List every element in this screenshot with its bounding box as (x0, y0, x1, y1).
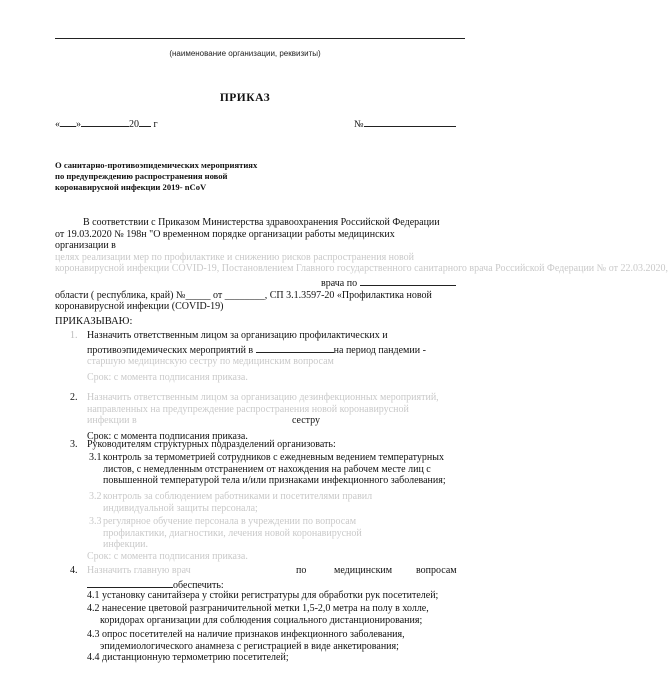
item-3-3-line-3: инфекции. (103, 539, 149, 550)
item-3-intro: Руководителям структурных подразделений организовать: (87, 439, 336, 450)
subject-line-2: по предупреждению распространения новой (55, 171, 228, 181)
item-3-3-line-1: регулярное обучение персонала в учреждении по вопросам (103, 516, 357, 527)
item-4-line-1 (87, 565, 467, 577)
item-4-word-po: по (296, 565, 307, 576)
date-close-quote: » (76, 119, 81, 130)
year-prefix: 20 (129, 119, 139, 130)
item-1-line-2-start: противоэпидемических мероприятий в (87, 344, 254, 356)
item-4-provide: обеспечить: (173, 580, 224, 591)
order-heading: ПРИКАЗЫВАЮ: (55, 316, 133, 327)
item-2-faded-line-1: Назначить ответственным лицом за организацию дезинфекционных мероприятий, (87, 392, 439, 403)
year-suffix: г (153, 119, 158, 130)
preamble-line-2: от 19.03.2020 № 198н "О временном порядке организации работы медицинских (55, 228, 395, 240)
chief-doctor-label: врача по (321, 277, 358, 289)
number-blank (364, 116, 456, 127)
item-4-2-line-2: коридорах организации для соблюдения социального дистанционирования; (100, 614, 423, 626)
organization-blank (256, 342, 334, 353)
item-3-number: 3. (70, 439, 78, 450)
item-1-faded-line: старшую медицинскую сестру по медицинским вопросам (87, 356, 334, 367)
item-4-2 (87, 603, 469, 626)
item-1-line-2-end: на период пандемии - (333, 344, 426, 356)
preamble (55, 217, 668, 313)
item-3-deadline: Срок: с момента подписания приказа. (87, 551, 248, 562)
preamble-line-3: организации в (55, 240, 116, 252)
preamble-faded-line-2: коронавирусной инфекции COVID-19, Постановлением Главного государственного санитарного врача Российской Федерации № от 22.03.2020, (55, 263, 668, 275)
organization-caption: (наименование организации, реквизиты) (169, 49, 321, 58)
item-4-faded-start: Назначить главную врач (87, 565, 191, 576)
item-2-deadline: Срок: с момента подписания приказа. (87, 431, 248, 442)
item-4-word-medical: медицинским (334, 565, 393, 576)
month-blank (81, 116, 129, 127)
item-1-line-2 (87, 342, 467, 357)
preamble-faded-line-1: целях реализации мер по профилактике и снижению рисков распространения новой (55, 251, 415, 263)
item-4-3 (87, 629, 469, 652)
item-3-1-line-2: листов, с немедленным отстранением от нахождения на рабочем месте лиц с (103, 463, 431, 475)
item-4-word-questions: вопросам (416, 565, 457, 576)
preamble-line-5: области ( республика, край) №_____ от ________, СП 3.1.3597-20 «Профилактика новой (55, 289, 432, 301)
subject-line-1: О санитарно-противоэпидемических мероприятиях (55, 160, 258, 170)
item-3-3-number: 3.3 (89, 516, 102, 527)
item-3-2-line-1: контроль за соблюдением работниками и посетителями правил (103, 491, 373, 502)
item-3-1 (103, 452, 467, 487)
date-open-quote: « (55, 119, 60, 130)
item-2 (87, 392, 467, 443)
document-title: ПРИКАЗ (219, 92, 271, 104)
order-number-field (354, 116, 456, 130)
item-1-deadline: Срок: с момента подписания приказа. (87, 371, 248, 383)
item-1-line-1: Назначить ответственным лицом за организацию профилактических и (87, 330, 388, 341)
item-4-number: 4. (70, 565, 78, 576)
year-blank (139, 116, 151, 127)
date-field (55, 116, 158, 130)
day-blank (60, 116, 76, 127)
item-2-line-3 (87, 415, 467, 427)
item-3-1-line-3: повышенной температурой тела и/или признаками инфекционного заболевания; (103, 475, 446, 486)
item-2-faded-line-3: инфекции в (87, 415, 137, 426)
preamble-line-4 (55, 275, 468, 290)
item-2-faded-line-2: направленных на предупреждение распространения новой коронавирусной (87, 403, 409, 415)
item-4-4: 4.4 дистанционную термометрию посетителей; (87, 652, 289, 663)
item-3-2-number: 3.2 (89, 491, 102, 502)
item-4-3-line-1: 4.3 опрос посетителей на наличие признаков инфекционного заболевания, (87, 629, 405, 640)
item-3-2-line-2: индивидуальной защиты персонала; (103, 502, 258, 514)
deputy-name-blank (87, 577, 173, 588)
subject-line-3: коронавирусной инфекции 2019- nCoV (55, 182, 207, 192)
item-3-3-line-2: профилактики, диагностики, лечения новой коронавирусной (103, 527, 362, 539)
item-3-1-number: 3.1 (89, 452, 102, 463)
item-2-number: 2. (70, 392, 78, 403)
item-3-1-line-1: контроль за термометрией сотрудников с ежедневным ведением температурных (103, 452, 444, 463)
number-label: № (354, 119, 364, 130)
item-4-3-line-2: эпидемиологического анамнеза с регистрацией в виде анкетирования; (100, 640, 399, 652)
preamble-line-1: В соответствии с Приказом Министерства здравоохранения Российской Федерации (83, 217, 440, 228)
organization-name-line (55, 38, 465, 39)
item-3-3 (103, 516, 467, 551)
item-3-2 (103, 491, 467, 514)
region-blank (360, 275, 456, 286)
item-2-nurse: сестру (292, 415, 321, 426)
item-4-2-line-1: 4.2 нанесение цветовой разграничительной метки 1,5-2,0 метра на полу в холле, (87, 603, 429, 614)
item-1 (87, 330, 467, 383)
preamble-line-6: коронавирусной инфекции (COVID-19) (55, 301, 224, 313)
item-4-1: 4.1 установку санитайзера у стойки регистратуры для обработки рук посетителей; (87, 590, 439, 601)
order-subject (55, 160, 295, 193)
item-1-number: 1. (70, 330, 78, 341)
